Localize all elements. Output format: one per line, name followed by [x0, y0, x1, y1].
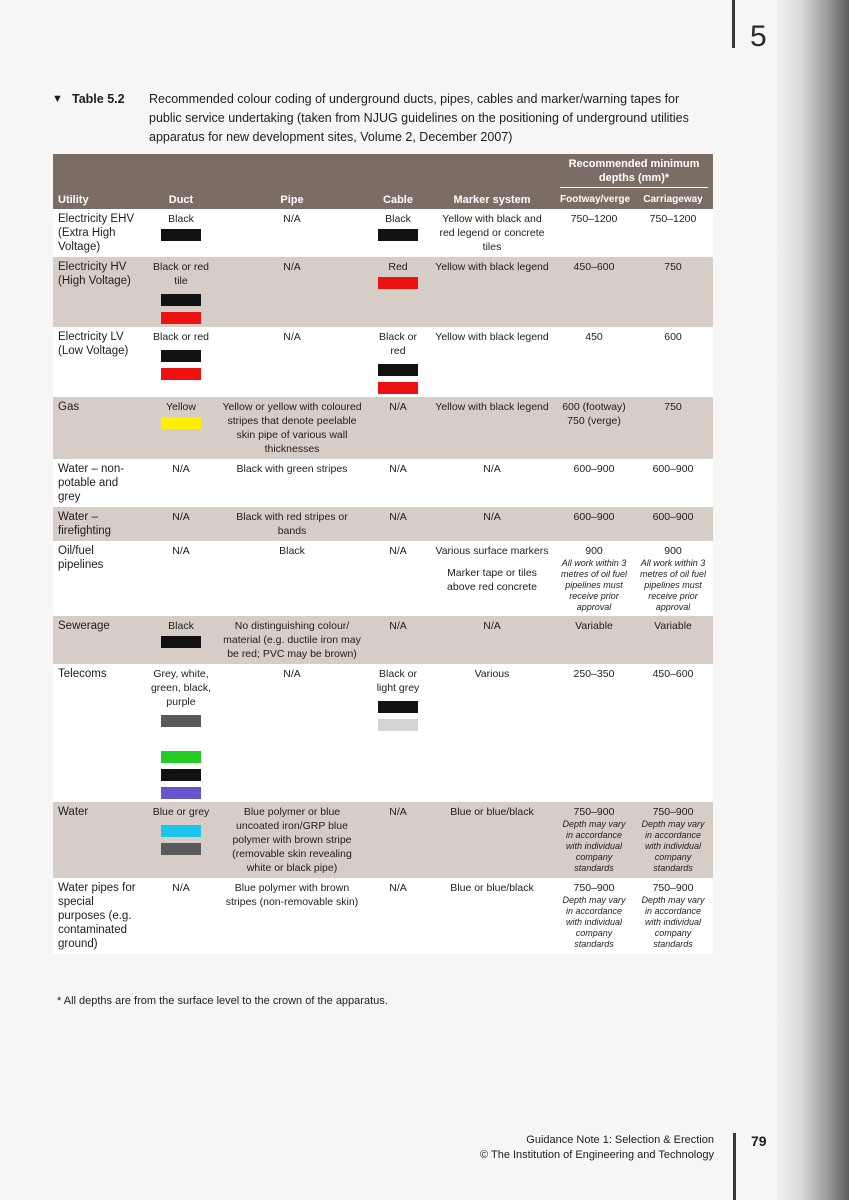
cable-cell: Red: [367, 257, 429, 327]
cable-cell: N/A: [367, 541, 429, 616]
yellow-swatch: [161, 417, 201, 429]
footway-cell: 450–600: [555, 257, 633, 327]
pipe-cell: Black with red stripes or bands: [217, 507, 367, 541]
utility-header: Utility: [53, 191, 145, 209]
cable-cell: Black or light grey: [367, 664, 429, 802]
marker-header: Marker system: [429, 191, 555, 209]
cable-header: Cable: [367, 191, 429, 209]
marker-cell: Blue or blue/black: [429, 802, 555, 878]
marker-cell: Yellow with black legend: [429, 257, 555, 327]
table-number: Table 5.2: [72, 92, 125, 106]
table-row: [53, 878, 713, 954]
carriageway-cell: 750–1200: [633, 209, 713, 257]
footway-header: Footway/verge: [555, 191, 633, 209]
utility-cell: Water – non-potable and grey: [53, 459, 145, 507]
carriageway-cell: 600–900: [633, 459, 713, 507]
carriageway-cell: 750–900 Depth may vary in accordance with individual company standards: [633, 878, 713, 954]
table-row: [53, 616, 713, 664]
light-grey-swatch: [378, 719, 418, 731]
utility-cell: Water pipes for special purposes (e.g. contaminated ground): [53, 878, 145, 954]
duct-cell: Black: [145, 616, 217, 664]
duct-header: Duct: [145, 191, 217, 209]
white-swatch: [161, 733, 201, 745]
footway-cell: 750–900 Depth may vary in accordance with individual company standards: [555, 878, 633, 954]
pipe-cell: N/A: [217, 664, 367, 802]
cable-cell: N/A: [367, 802, 429, 878]
duct-cell: N/A: [145, 878, 217, 954]
black-swatch: [161, 636, 201, 648]
chapter-divider: [732, 0, 735, 48]
footway-cell: 600–900: [555, 459, 633, 507]
carriageway-cell: 600: [633, 327, 713, 397]
duct-cell: Black or red: [145, 327, 217, 397]
grey-swatch: [161, 843, 201, 855]
carriageway-cell: 900 All work within 3 metres of oil fuel pipelines must receive prior approval: [633, 541, 713, 616]
table-row: [53, 664, 713, 802]
utility-cell: Electricity LV (Low Voltage): [53, 327, 145, 397]
carriageway-cell: 750: [633, 397, 713, 459]
table-footnote: * All depths are from the surface level to the crown of the apparatus.: [57, 995, 388, 1007]
pipe-cell: N/A: [217, 257, 367, 327]
colour-coding-table: [53, 154, 713, 954]
pipe-cell: No distinguishing colour/ material (e.g. ductile iron may be red; PVC may be brown): [217, 616, 367, 664]
table-row: [53, 397, 713, 459]
footway-cell: 450: [555, 327, 633, 397]
footway-cell: 600–900: [555, 507, 633, 541]
cable-cell: N/A: [367, 878, 429, 954]
marker-cell: N/A: [429, 459, 555, 507]
utility-cell: Electricity EHV (Extra High Voltage): [53, 209, 145, 257]
carriageway-cell: 600–900: [633, 507, 713, 541]
duct-cell: Black: [145, 209, 217, 257]
pipe-cell: N/A: [217, 209, 367, 257]
marker-cell: Various surface markers Marker tape or tiles above red concrete: [429, 541, 555, 616]
black-swatch: [161, 229, 201, 241]
page-number: 79: [751, 1133, 767, 1149]
footer-title: Guidance Note 1: Selection & Erection: [526, 1134, 714, 1146]
utility-cell: Water: [53, 802, 145, 878]
blue-swatch: [161, 825, 201, 837]
utility-cell: Electricity HV (High Voltage): [53, 257, 145, 327]
table-row: [53, 507, 713, 541]
footway-cell: 750–900 Depth may vary in accordance with individual company standards: [555, 802, 633, 878]
carriageway-cell: 750: [633, 257, 713, 327]
table-caption-text: Recommended colour coding of underground ducts, pipes, cables and marker/warning tapes for public service undertaking (taken from NJUG guidelines on the positioning of underground utilities apparatus for new development sites, Volume 2, December 2007): [149, 92, 689, 144]
red-swatch: [161, 368, 201, 380]
carriageway-cell: Variable: [633, 616, 713, 664]
black-swatch: [378, 364, 418, 376]
marker-cell: Blue or blue/black: [429, 878, 555, 954]
cable-cell: N/A: [367, 459, 429, 507]
duct-cell: Blue or grey: [145, 802, 217, 878]
table-row: [53, 209, 713, 257]
pipe-cell: Blue polymer with brown stripes (non-removable skin): [217, 878, 367, 954]
purple-swatch: [161, 787, 201, 799]
footer-divider: [733, 1133, 736, 1200]
marker-cell: Yellow with black legend: [429, 327, 555, 397]
footway-cell: 250–350: [555, 664, 633, 802]
utility-cell: Telecoms: [53, 664, 145, 802]
footway-cell: 750–1200: [555, 209, 633, 257]
table-row: [53, 541, 713, 616]
cable-cell: N/A: [367, 616, 429, 664]
grey-swatch: [161, 715, 201, 727]
black-swatch: [378, 701, 418, 713]
triangle-marker-icon: ▼: [52, 93, 63, 105]
pipe-header: Pipe: [217, 191, 367, 209]
pipe-cell: Yellow or yellow with coloured stripes that denote peelable skin pipe of various wall thicknesses: [217, 397, 367, 459]
duct-cell: Yellow: [145, 397, 217, 459]
duct-cell: N/A: [145, 459, 217, 507]
marker-cell: N/A: [429, 507, 555, 541]
table-row: [53, 257, 713, 327]
carriageway-cell: 750–900 Depth may vary in accordance with individual company standards: [633, 802, 713, 878]
black-swatch: [161, 769, 201, 781]
cable-cell: Black or red: [367, 327, 429, 397]
depth-group-header: Recommended minimum depths (mm)*: [555, 154, 713, 191]
marker-cell: Yellow with black and red legend or concrete tiles: [429, 209, 555, 257]
utility-cell: Gas: [53, 397, 145, 459]
pipe-cell: Black with green stripes: [217, 459, 367, 507]
marker-cell: Various: [429, 664, 555, 802]
marker-cell: Yellow with black legend: [429, 397, 555, 459]
marker-cell: N/A: [429, 616, 555, 664]
table-row: [53, 327, 713, 397]
red-swatch: [378, 277, 418, 289]
pipe-cell: N/A: [217, 327, 367, 397]
page-edge-shadow: [777, 0, 849, 1200]
footway-cell: Variable: [555, 616, 633, 664]
pipe-cell: Black: [217, 541, 367, 616]
cable-cell: N/A: [367, 507, 429, 541]
red-swatch: [378, 382, 418, 394]
carriageway-cell: 450–600: [633, 664, 713, 802]
duct-cell: N/A: [145, 541, 217, 616]
black-swatch: [378, 229, 418, 241]
carriageway-header: Carriageway: [633, 191, 713, 209]
black-swatch: [161, 294, 201, 306]
green-swatch: [161, 751, 201, 763]
utility-cell: Oil/fuel pipelines: [53, 541, 145, 616]
utility-cell: Water – firefighting: [53, 507, 145, 541]
footway-cell: 600 (footway) 750 (verge): [555, 397, 633, 459]
duct-cell: Grey, white, green, black, purple: [145, 664, 217, 802]
red-swatch: [161, 312, 201, 324]
chapter-number: 5: [750, 20, 767, 53]
table-row: [53, 802, 713, 878]
duct-cell: N/A: [145, 507, 217, 541]
duct-cell: Black or red tile: [145, 257, 217, 327]
cable-cell: N/A: [367, 397, 429, 459]
pipe-cell: Blue polymer or blue uncoated iron/GRP blue polymer with brown stripe (removable skin revealing white or black pipe): [217, 802, 367, 878]
page-footer: [480, 1133, 714, 1163]
utility-cell: Sewerage: [53, 616, 145, 664]
footway-cell: 900 All work within 3 metres of oil fuel pipelines must receive prior approval: [555, 541, 633, 616]
footer-copyright: © The Institution of Engineering and Technology: [480, 1149, 714, 1161]
black-swatch: [161, 350, 201, 362]
cable-cell: Black: [367, 209, 429, 257]
table-row: [53, 459, 713, 507]
